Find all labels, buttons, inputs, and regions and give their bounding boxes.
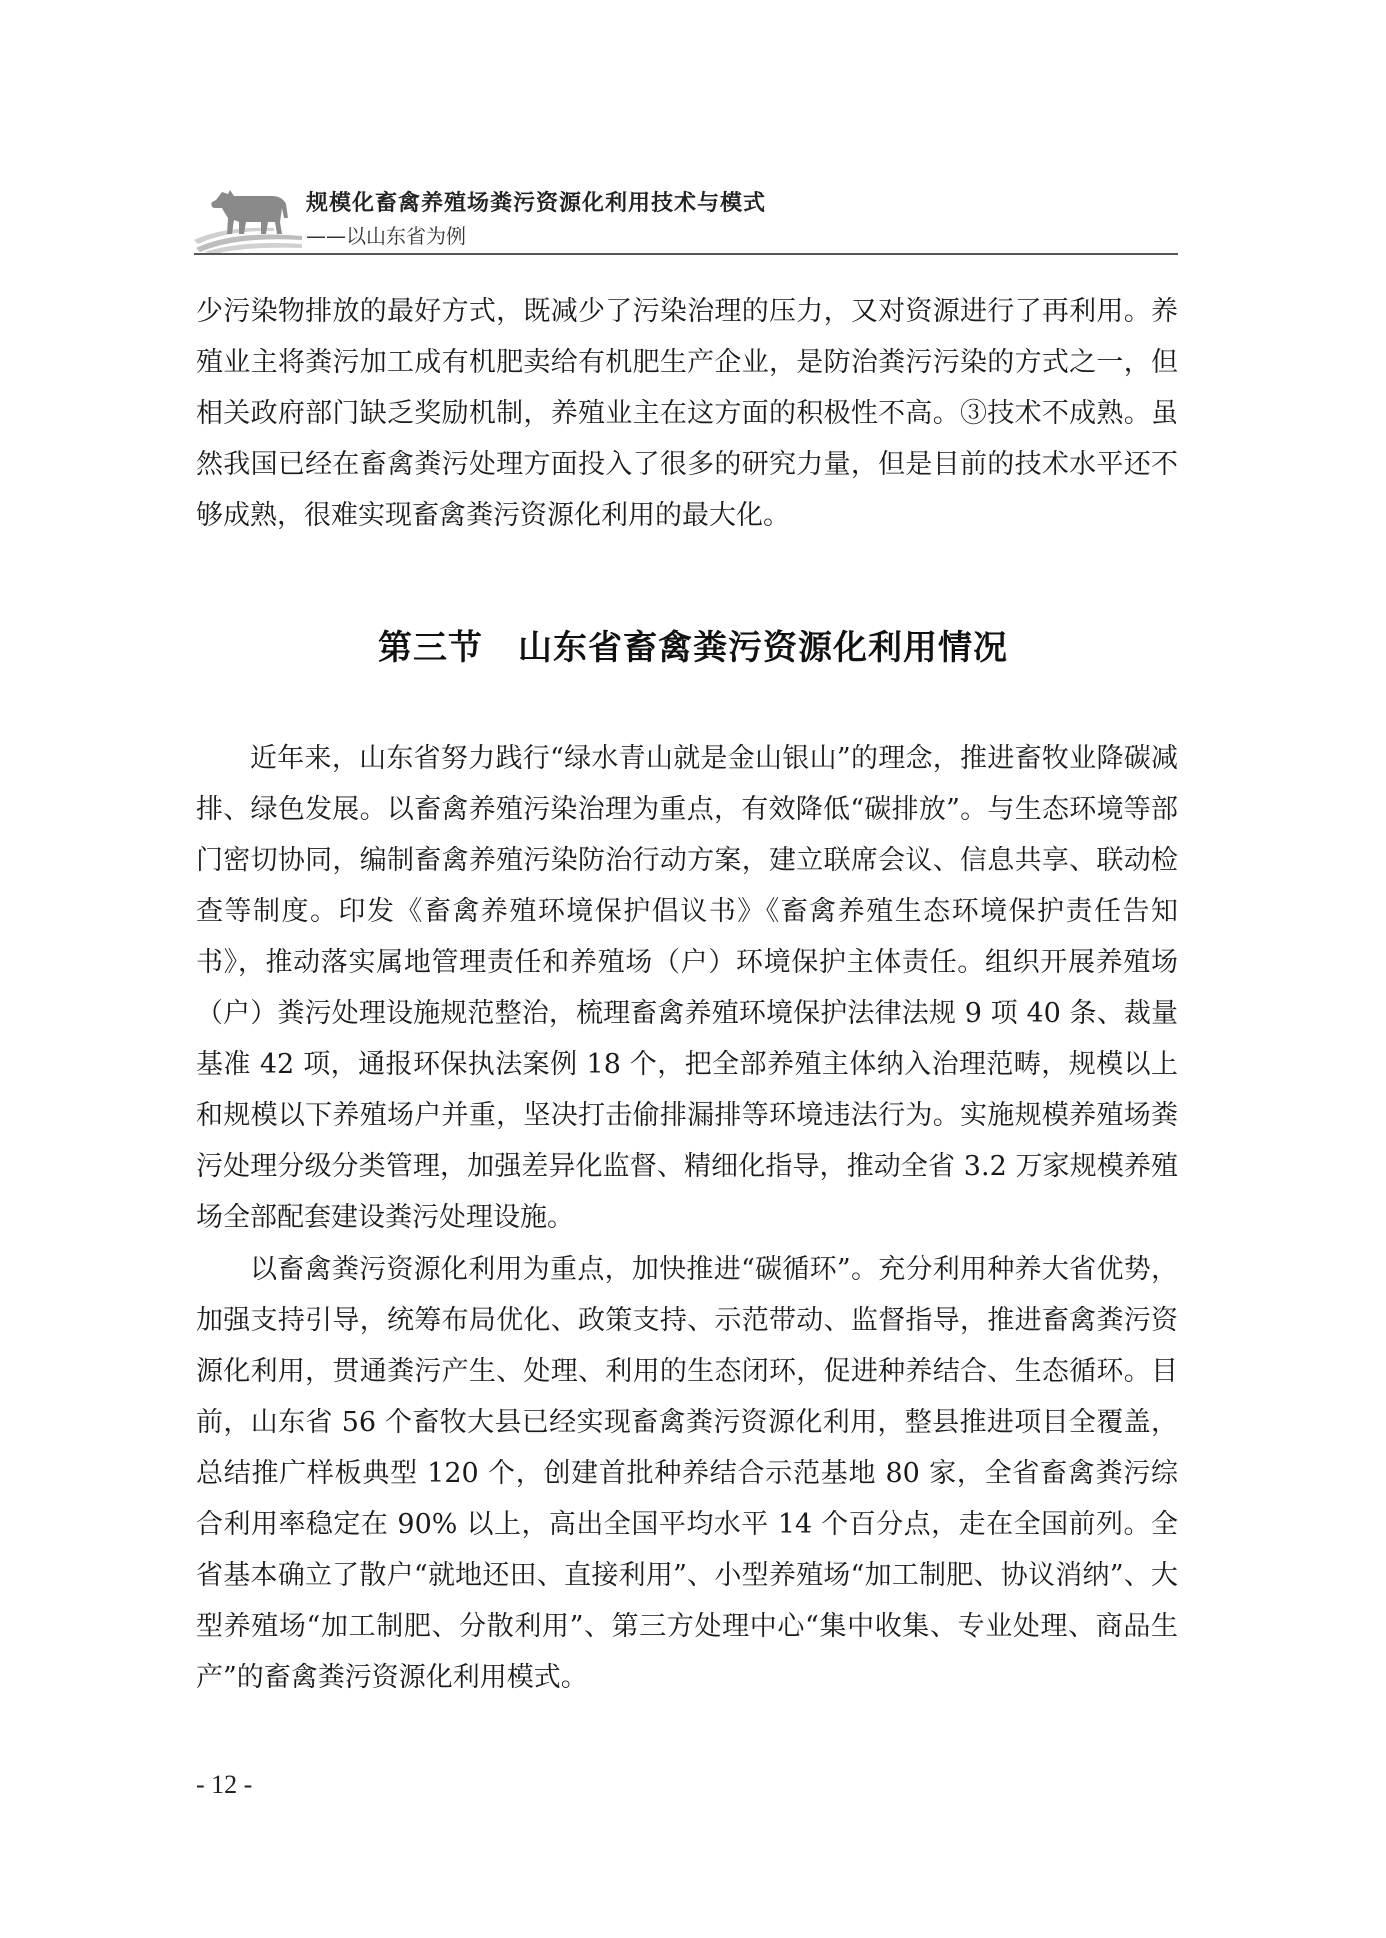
cow-on-field-icon bbox=[194, 178, 304, 254]
book-subtitle: ——以山东省为例 bbox=[306, 224, 466, 248]
paragraph-carbon-emission: 近年来，山东省努力践行“绿水青山就是金山银山”的理念，推进畜牧业降碳减排、绿色发展。以畜禽养殖污染治理为重点，有效降低“碳排放”。与生态环境等部门密切协同，编制畜禽养殖污染防治行动方案，建立联席会议、信息共享、联动检查等制度。印发《畜禽养殖环境保护倡议书》《畜禽养殖生态环境保护责任告知书》，推动落实属地管理责任和养殖场（户）环境保护主体责任。组织开展养殖场（户）粪污处理设施规范整治，梳理畜禽养殖环境保护法律法规 9 项 40 条、裁量基准 42 项，通报环保执法案例 18 个，把全部养殖主体纳入治理范畴，规模以上和规模以下养殖场户并重，坚决打击偷排漏排等环境违法行为。实施规模养殖场粪污处理分级分类管理，加强差异化监督、精细化指导，推动全省 3.2 万家规模养殖场全部配套建设粪污处理设施。 bbox=[196, 743, 1178, 1233]
book-title: 规模化畜禽养殖场粪污资源化利用技术与模式 bbox=[306, 191, 767, 216]
running-header bbox=[194, 178, 1178, 254]
paragraph-continued: 少污染物排放的最好方式，既减少了污染治理的压力，又对资源进行了再利用。养殖业主将粪污加工成有机肥卖给有机肥生产企业，是防治粪污污染的方式之一，但相关政府部门缺乏奖励机制，养殖业主在这方面的积极性不高。③技术不成熟。虽然我国已经在畜禽粪污处理方面投入了很多的研究力量，但是目前的技术水平还不够成熟，很难实现畜禽粪污资源化利用的最大化。 bbox=[196, 296, 1178, 531]
section-heading: 第三节 山东省畜禽粪污资源化利用情况 bbox=[378, 628, 1008, 668]
paragraph-carbon-cycle: 以畜禽粪污资源化利用为重点，加快推进“碳循环”。充分利用种养大省优势，加强支持引导，统筹布局优化、政策支持、示范带动、监督指导，推进畜禽粪污资源化利用，贯通粪污产生、处理、利用的生态闭环，促进种养结合、生态循环。目前，山东省 56 个畜牧大县已经实现畜禽粪污资源化利用，整县推进项目全覆盖，总结推广样板典型 120 个，创建首批种养结合示范基地 80 家，全省畜禽粪污综合利用率稳定在 90% 以上，高出全国平均水平 14 个百分点，走在全国前列。全省基本确立了散户“就地还田、直接利用”、小型养殖场“加工制肥、协议消纳”、大型养殖场“加工制肥、分散利用”、第三方处理中心“集中收集、专业处理、商品生产”的畜禽粪污资源化利用模式。 bbox=[196, 1254, 1178, 1693]
page-number: - 12 - bbox=[196, 1770, 253, 1799]
header-divider bbox=[194, 253, 1178, 255]
